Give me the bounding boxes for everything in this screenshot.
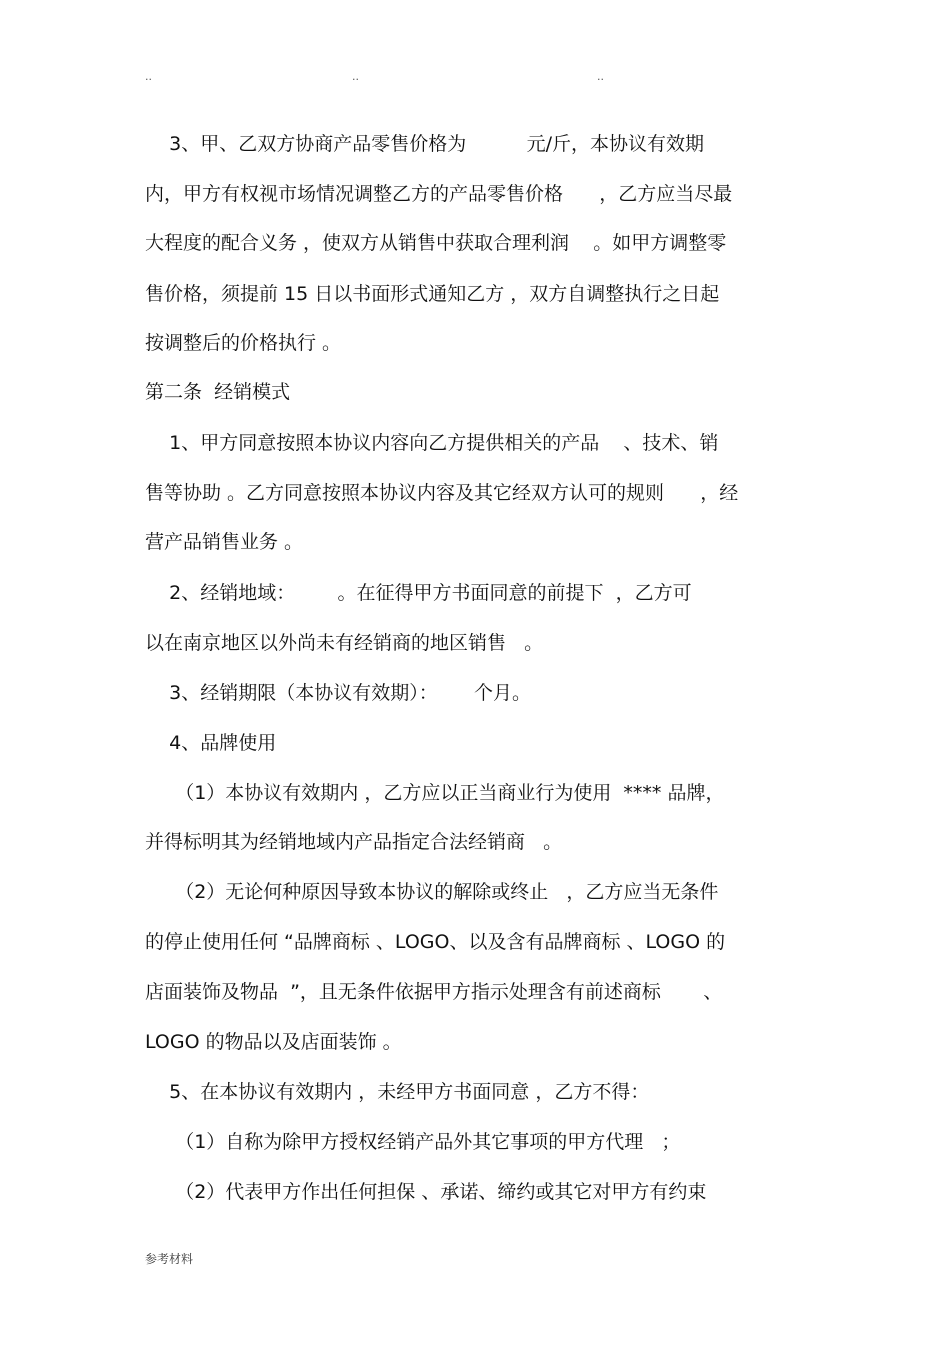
text-line: 并得标明其为经销地域内产品指定合法经销商 。 bbox=[145, 831, 563, 853]
header-dot-2: .. bbox=[352, 70, 359, 83]
text-line: 内，甲方有权视市场情况调整乙方的产品零售价格 ，乙方应当尽最 bbox=[145, 183, 733, 205]
text-line: 5、在本协议有效期内 ，未经甲方书面同意 ，乙方不得： bbox=[145, 1081, 650, 1103]
text-line: 店面装饰及物品 ”，且无条件依据甲方指示处理含有前述商标 、 bbox=[145, 981, 723, 1003]
header-dot-3: .. bbox=[597, 70, 604, 83]
text-line: 售等协助 。乙方同意按照本协议内容及其它经双方认可的规则 ，经 bbox=[145, 482, 739, 504]
text-line: （2）无论何种原因导致本协议的解除或终止 ，乙方应当无条件 bbox=[145, 881, 719, 903]
text-line: 的停止使用任何 “品牌商标 、LOGO、以及含有品牌商标 、LOGO 的 bbox=[145, 931, 726, 953]
text-line: 大程度的配合义务 ，使双方从销售中获取合理利润 。如甲方调整零 bbox=[145, 232, 727, 254]
text-line: 4、品牌使用 bbox=[145, 732, 277, 754]
text-line: 营产品销售业务 。 bbox=[145, 531, 304, 553]
footer-label: 参考材料 bbox=[145, 1252, 194, 1266]
text-line: （2）代表甲方作出任何担保 、承诺、缔约或其它对甲方有约束 bbox=[145, 1181, 707, 1203]
header-dot-1: .. bbox=[145, 70, 152, 83]
text-line: 售价格，须提前 15 日以书面形式通知乙方 ，双方自调整执行之日起 bbox=[145, 283, 720, 305]
text-line: 按调整后的价格执行 。 bbox=[145, 332, 342, 354]
text-line: 2、经销地域： 。在征得甲方书面同意的前提下 ，乙方可 bbox=[145, 582, 692, 604]
text-line: （1）自称为除甲方授权经销产品外其它事项的甲方代理 ； bbox=[145, 1131, 681, 1153]
section-heading: 第二条 经销模式 bbox=[145, 381, 291, 403]
text-line: LOGO 的物品以及店面装饰 。 bbox=[145, 1031, 402, 1053]
text-line: 3、经销期限（本协议有效期）： 个月。 bbox=[145, 682, 531, 704]
text-line: 1、甲方同意按照本协议内容向乙方提供相关的产品 、技术、销 bbox=[145, 432, 719, 454]
text-line: 以在南京地区以外尚未有经销商的地区销售 。 bbox=[145, 632, 544, 654]
text-line: 3、甲、乙双方协商产品零售价格为 元/斤，本协议有效期 bbox=[145, 133, 705, 155]
text-line: （1）本协议有效期内 ，乙方应以正当商业行为使用 **** 品牌， bbox=[145, 782, 725, 804]
